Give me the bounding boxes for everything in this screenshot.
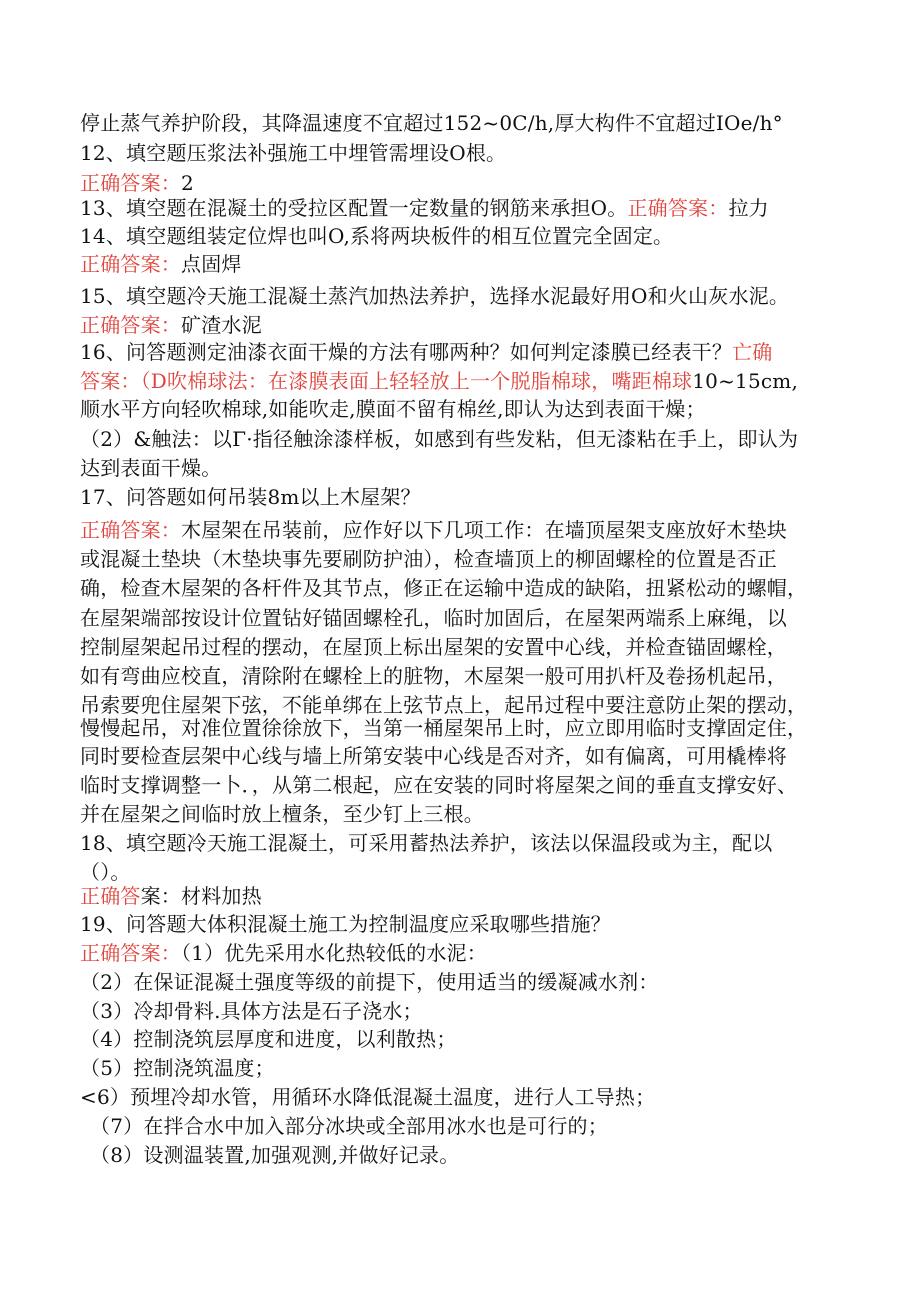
- question-18: 18、填空题冷天施工混凝土，可采用蓄热法养护，该法以保温段或为主，配以: [80, 831, 773, 855]
- answer-19: 正确答案：（1）优先采用水化热较低的水泥：: [80, 941, 487, 965]
- answer-18: 正确答案：材料加热: [80, 884, 262, 908]
- answer-label: 正确答案：: [80, 313, 181, 337]
- question-12: 12、填空题压浆法补强施工中埋管需埋设O根。: [80, 141, 507, 165]
- answer-label: 亡确: [732, 340, 773, 364]
- answer-19-line: （3）冷却骨料.具体方法是石子浇水；: [80, 999, 423, 1023]
- answer-label: 正确答案：: [80, 171, 181, 195]
- answer-17-line: 确，检查木屋架的各杆件及其节点，修正在运输中造成的缺陷，扭紧松动的螺帽，: [80, 576, 808, 600]
- answer-16-line: 达到表面干燥。: [80, 456, 222, 480]
- question-19: 19、问答题大体积混凝土施工为控制温度应采取哪些措施？: [80, 912, 611, 936]
- question-18-line: （）。: [80, 860, 131, 884]
- question-17: 17、问答题如何吊装8m以上木屋架？: [80, 485, 421, 509]
- answer-19-line: （5）控制浇筑温度；: [80, 1056, 275, 1080]
- answer-19-line: （7）在拌合水中加入部分冰块或全部用冰水也是可行的；: [90, 1114, 608, 1138]
- answer-17-line: 吊索要兜住屋架下弦，不能单绑在上弦节点上，起吊过程中要注意防止架的摆动，: [80, 693, 808, 717]
- answer-17-line: 慢慢起吊，对准位置徐徐放下，当第一桶屋架吊上时，应立即用临时支撑固定住，: [80, 716, 808, 740]
- answer-17: 正确答案：木屋架在吊装前，应作好以下几项工作：在墙顶屋架支座放好木垫块: [80, 518, 787, 542]
- question-13: 13、填空题在混凝土的受拉区配置一定数量的钢筋来承担O。正确答案：拉力: [80, 196, 769, 220]
- answer-label: 正确答案：: [627, 196, 729, 220]
- answer-17-line: 在屋架端部按设计位置钻好锚固螺栓孔，临时加固后，在屋架两端系上麻绳，以: [80, 606, 787, 630]
- answer-label: 正确答案：: [80, 941, 181, 965]
- question-16: 16、问答题测定油漆衣面干燥的方法有哪两种？如何判定漆膜已经表干？亡确: [80, 340, 773, 364]
- answer-17-line: 临时支撑调整一卜．，从第二根起，应在安装的同时将屋架之间的垂直支撑安好、: [80, 773, 798, 797]
- answer-label: 正确答案：: [80, 252, 181, 276]
- question-15: 15、填空题冷天施工混凝土蒸汽加热法养护，选择水泥最好用O和火山灰水泥。: [80, 284, 790, 308]
- answer-16-line: 顺水平方向轻吹棉球,如能吹走,膜面不留有棉丝,即认为达到表面干燥；: [80, 397, 706, 421]
- answer-label: 正确答: [80, 884, 141, 908]
- answer-17-line: 如有弯曲应校直，清除附在螺栓上的脏物，木屋架一般可用扒杆及卷扬机起吊，: [80, 664, 787, 688]
- answer-14: 正确答案：点固焊: [80, 252, 242, 276]
- answer-19-line: <6）预埋冷却水管，用循环水降低混凝土温度，进行人工导热；: [80, 1085, 656, 1109]
- answer-15: 正确答案：矿渣水泥: [80, 313, 262, 337]
- answer-12: 正确答案：2: [80, 171, 194, 195]
- answer-17-line: 并在屋架之间临时放上檀条，至少钉上三根。: [80, 802, 484, 826]
- answer-label: 正确答案：: [80, 518, 181, 542]
- answer-19-line: （4）控制浇筑层厚度和进度，以利散热；: [80, 1027, 457, 1051]
- answer-19-line: （2）在保证混凝土强度等级的前提下，使用适当的缓凝减水剂：: [80, 970, 659, 994]
- answer-17-line: 控制屋架起吊过程的摆动，在屋顶上标出屋架的安置中心线，并检查锚固螺栓，: [80, 635, 787, 659]
- answer-17-line: 或混凝土垫块（木垫块事先要刷防护油），检查墙顶上的柳固螺栓的位置是否正: [80, 547, 777, 571]
- answer-19-line: （8）设测温装置,加强观测,并做好记录。: [90, 1143, 460, 1167]
- text-line: 停止蒸气养护阶段，其降温速度不宜超过152~0C/h,厚大构件不宜超过IOe/h°: [80, 111, 783, 135]
- answer-label: 答案：: [80, 369, 141, 393]
- answer-16: 答案：（D吹棉球法：在漆膜表面上轻轻放上一个脱脂棉球，嘴距棉球10~15cm,: [80, 369, 799, 393]
- answer-17-line: 同时要检查层架中心线与墙上所第安装中心线是否对齐，如有偏离，可用橇棒将: [80, 744, 787, 768]
- question-14: 14、填空题组装定位焊也叫O,系将两块板件的相互位置完全固定。: [80, 224, 674, 248]
- answer-16-line: （2）&触法：以Γ·指径触涂漆样板，如感到有些发粘，但无漆粘在手上，即认为: [80, 427, 799, 451]
